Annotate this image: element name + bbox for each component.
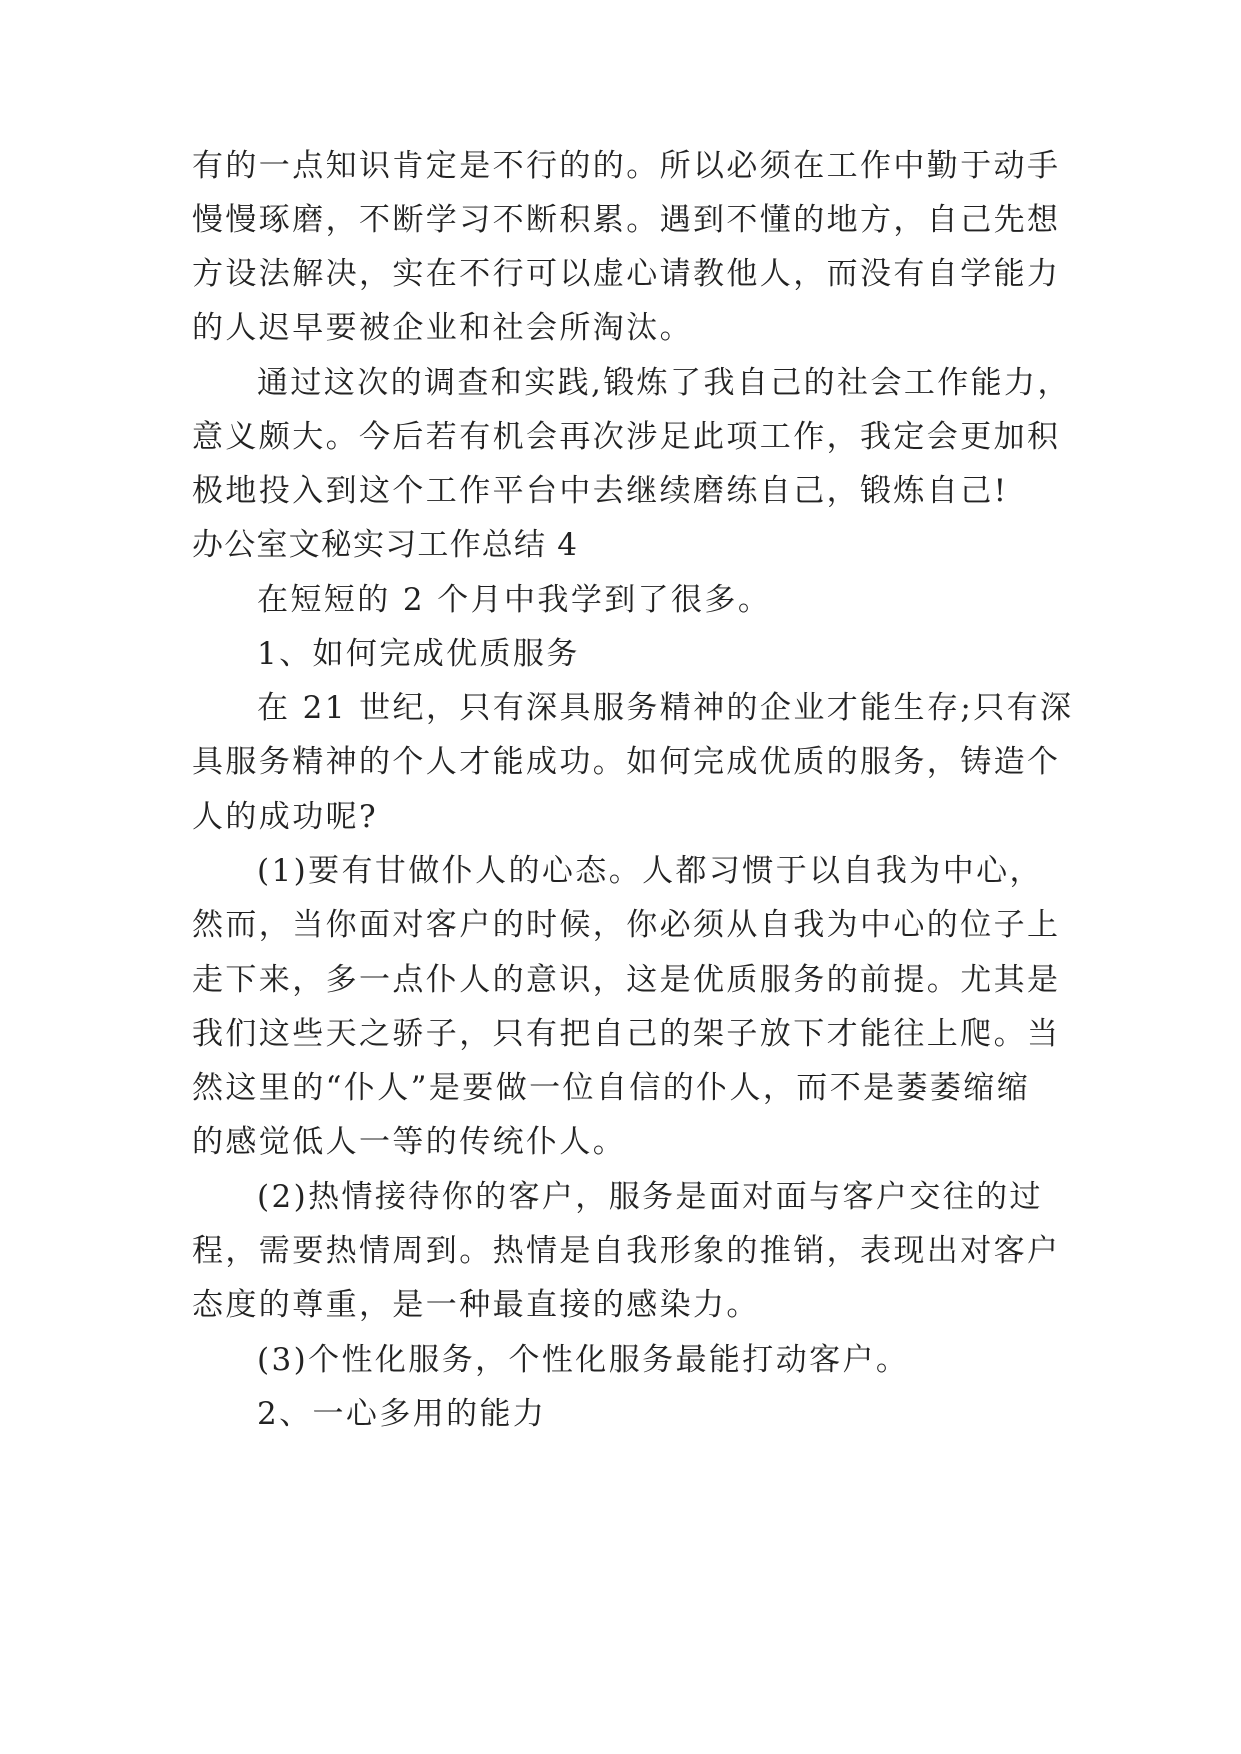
paragraph-line: 走下来，多一点仆人的意识，这是优质服务的前提。尤其是: [192, 962, 1061, 998]
paragraph-line: 慢慢琢磨，不断学习不断积累。遇到不懂的地方，自己先想: [192, 202, 1061, 238]
paragraph-line: 人的成功呢?: [192, 799, 379, 835]
item-heading: 2、一心多用的能力: [257, 1396, 547, 1432]
paragraph-line: 态度的尊重，是一种最直接的感染力。: [192, 1287, 760, 1323]
paragraph-line: 有的一点知识肯定是不行的的。所以必须在工作中勤于动手: [192, 148, 1061, 184]
paragraph-line: 方设法解决，实在不行可以虚心请教他人，而没有自学能力: [192, 256, 1061, 292]
paragraph-line: 通过这次的调查和实践,锻炼了我自己的社会工作能力，: [257, 365, 1071, 401]
paragraph-line: 的人迟早要被企业和社会所淘汰。: [192, 310, 693, 346]
intro-line: 在短短的 2 个月中我学到了很多。: [257, 582, 772, 618]
paragraph-line: (1)要有甘做仆人的心态。人都习惯于以自我为中心，: [257, 853, 1043, 889]
paragraph-line: (3)个性化服务，个性化服务最能打动客户。: [257, 1342, 910, 1378]
paragraph-line: 然而，当你面对客户的时候，你必须从自我为中心的位子上: [192, 907, 1061, 943]
paragraph-line: 然这里的“仆人”是要做一位自信的仆人，而不是萎萎缩缩: [192, 1070, 1031, 1106]
paragraph-line: 我们这些天之骄子，只有把自己的架子放下才能往上爬。当: [192, 1016, 1061, 1052]
paragraph-line: 意义颇大。今后若有机会再次涉足此项工作，我定会更加积: [192, 419, 1061, 455]
paragraph-line: 在 21 世纪，只有深具服务精神的企业才能生存;只有深: [257, 690, 1074, 726]
paragraph-line: 的感觉低人一等的传统仆人。: [192, 1124, 627, 1160]
paragraph-line: 具服务精神的个人才能成功。如何完成优质的服务，铸造个: [192, 744, 1061, 780]
paragraph-line: 极地投入到这个工作平台中去继续磨练自己，锻炼自己!: [192, 473, 1009, 509]
section-heading: 办公室文秘实习工作总结 4: [192, 527, 579, 563]
paragraph-line: 程，需要热情周到。热情是自我形象的推销，表现出对客户: [192, 1233, 1061, 1269]
item-heading: 1、如何完成优质服务: [257, 636, 580, 672]
paragraph-line: (2)热情接待你的客户，服务是面对面与客户交往的过: [257, 1179, 1043, 1215]
